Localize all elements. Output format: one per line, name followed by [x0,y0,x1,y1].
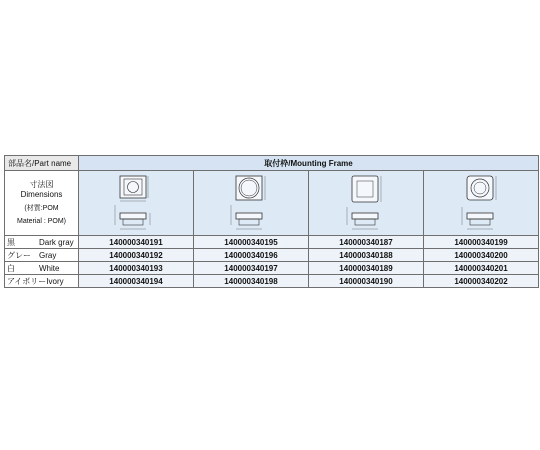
color-label-cell [5,275,79,288]
part-number: 140000340191 [79,236,194,249]
product-title: 取付枠/Mounting Frame [79,156,539,171]
part-number: 140000340192 [79,249,194,262]
color-label-cell [5,236,79,249]
color-name-en: Gray [39,250,57,260]
part-number: 140000340200 [424,249,539,262]
dimensions-label: 寸法図 [29,180,54,189]
part-number: 140000340197 [194,262,309,275]
color-name-jp: 黒 [7,237,15,247]
dimensions-label-cell [5,171,79,236]
color-rows [5,236,539,288]
drawing-frame-3 [309,171,424,236]
part-number: 140000340187 [309,236,424,249]
dimensions-label-en: Dimensions [20,190,63,199]
part-number: 140000340199 [424,236,539,249]
part-number: 140000340202 [424,275,539,288]
material-label: (材質:POM [24,205,59,212]
table-row [5,236,539,249]
part-name-label: 部品名/Part name [5,156,79,171]
part-number: 140000340190 [309,275,424,288]
part-number: 140000340189 [309,262,424,275]
color-name-jp: グレー [7,250,31,260]
color-name-jp: 白 [7,263,15,273]
mounting-frame-drawing-1 [106,173,166,233]
part-number: 140000340195 [194,236,309,249]
part-number: 140000340188 [309,249,424,262]
part-number: 140000340198 [194,275,309,288]
color-label-cell [5,262,79,275]
color-label-cell [5,249,79,262]
drawing-frame-2 [194,171,309,236]
color-name-en: White [39,263,60,273]
header-row [5,156,539,171]
color-name-jp: アイボリー [7,276,47,286]
table-row [5,262,539,275]
spec-table [4,155,539,288]
color-name-en: Ivory [46,276,64,286]
table-row [5,249,539,262]
dimensions-row [5,171,539,236]
mounting-frame-drawing-3 [336,173,396,233]
mounting-frame-drawing-4 [451,173,511,233]
color-name-en: Dark gray [39,237,74,247]
part-number: 140000340193 [79,262,194,275]
part-number: 140000340196 [194,249,309,262]
material-label-en: Material : POM) [16,218,66,225]
drawing-frame-1 [79,171,194,236]
drawing-frame-4 [424,171,539,236]
mounting-frame-drawing-2 [221,173,281,233]
part-number: 140000340201 [424,262,539,275]
part-number: 140000340194 [79,275,194,288]
table-row [5,275,539,288]
